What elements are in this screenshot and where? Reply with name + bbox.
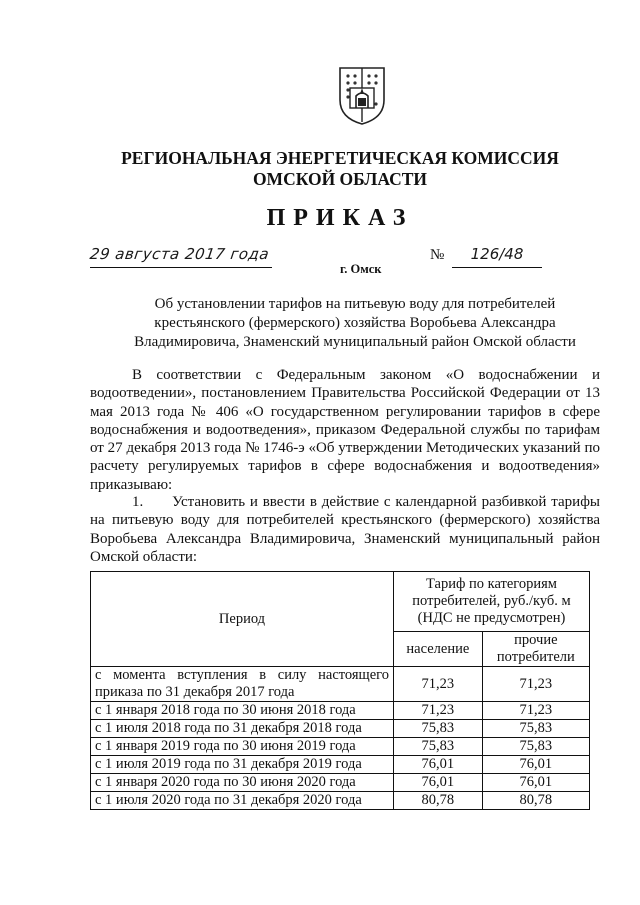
- table-row: [91, 774, 590, 792]
- population-tariff-cell: 71,23: [394, 702, 483, 720]
- tariff-group-line2: потребителей, руб./куб. м: [412, 593, 571, 609]
- period-cell: с 1 января 2019 года по 30 июня 2019 года: [91, 738, 394, 756]
- order-subject: [120, 295, 590, 352]
- subject-line3: Владимировича, Знаменский муниципальный район Омской области: [134, 334, 576, 350]
- preamble-paragraph: В соответствии с Федеральным законом «О водоснабжении и водоотведении», постановлением Правительства Российской Федерации от 13 мая 2013 года № 406 «О государственном регулировании тарифов в сфере водоснабжения и водоотведения», приказом Федеральной службы по тарифам от 27 декабря 2013 года № 1746-э «Об утверждении Методических указаний по расчету регулируемых тарифов в сфере водоснабжения и водоотведения» приказываю:: [90, 367, 600, 493]
- period-cell: с 1 июля 2020 года по 31 декабря 2020 года: [91, 792, 394, 810]
- tariff-group-line1: Тариф по категориям: [426, 576, 557, 592]
- order-number-field: [452, 245, 542, 268]
- table-row: [91, 667, 590, 702]
- document-type-title: ПРИКАЗ: [266, 205, 414, 231]
- period-cell: с 1 июля 2019 года по 31 декабря 2019 года: [91, 756, 394, 774]
- period-cell: с 1 июля 2018 года по 31 декабря 2018 года: [91, 720, 394, 738]
- column-header-population: население: [394, 632, 483, 667]
- table-row: [91, 792, 590, 810]
- other-consumers-line1: прочие: [514, 632, 558, 648]
- period-cell: с 1 января 2018 года по 30 июня 2018 года: [91, 702, 394, 720]
- other-tariff-cell: 76,01: [482, 774, 589, 792]
- organization-name-line1: РЕГИОНАЛЬНАЯ ЭНЕРГЕТИЧЕСКАЯ КОМИССИЯ: [121, 148, 559, 168]
- order-date-field: [90, 245, 272, 268]
- population-tariff-cell: 80,78: [394, 792, 483, 810]
- subject-line1: Об установлении тарифов на питьевую воду для потребителей: [154, 296, 556, 312]
- order-number-handwritten: 126/48: [470, 245, 524, 263]
- table-row: [91, 756, 590, 774]
- omsk-coat-of-arms-icon: [336, 64, 388, 126]
- other-tariff-cell: 71,23: [482, 702, 589, 720]
- other-tariff-cell: 75,83: [482, 738, 589, 756]
- other-tariff-cell: 71,23: [482, 667, 589, 702]
- other-tariff-cell: 75,83: [482, 720, 589, 738]
- table-row: [91, 702, 590, 720]
- point-1-paragraph: 1. Установить и ввести в действие с календарной разбивкой тарифы на питьевую воду для потребителей крестьянского (фермерского) хозяйства Воробьева Александра Владимировича, Знаменский муниципальный район Омской области:: [90, 494, 600, 565]
- column-header-tariff-group: [394, 572, 590, 632]
- other-tariff-cell: 76,01: [482, 756, 589, 774]
- table-header-row: [91, 572, 590, 632]
- tariff-table: [90, 571, 590, 810]
- other-consumers-line2: потребители: [496, 649, 575, 665]
- population-tariff-cell: 75,83: [394, 738, 483, 756]
- city-label: г. Омск: [340, 262, 382, 276]
- table-row: [91, 720, 590, 738]
- population-tariff-cell: 75,83: [394, 720, 483, 738]
- period-cell: с 1 января 2020 года по 30 июня 2020 года: [91, 774, 394, 792]
- other-tariff-cell: 80,78: [482, 792, 589, 810]
- table-row: [91, 738, 590, 756]
- column-header-period: Период: [91, 572, 394, 667]
- population-tariff-cell: 71,23: [394, 667, 483, 702]
- order-date-handwritten: 29 августа 2017 года: [88, 245, 271, 263]
- population-tariff-cell: 76,01: [394, 774, 483, 792]
- population-tariff-cell: 76,01: [394, 756, 483, 774]
- organization-name-line2: ОМСКОЙ ОБЛАСТИ: [252, 169, 428, 189]
- period-cell: с момента вступления в силу настоящего приказа по 31 декабря 2017 года: [91, 667, 394, 702]
- column-header-other-consumers: [482, 632, 589, 667]
- order-number-sign: №: [430, 247, 445, 263]
- subject-line2: крестьянского (фермерского) хозяйства Воробьева Александра: [154, 315, 556, 331]
- tariff-group-line3: (НДС не предусмотрен): [417, 610, 566, 626]
